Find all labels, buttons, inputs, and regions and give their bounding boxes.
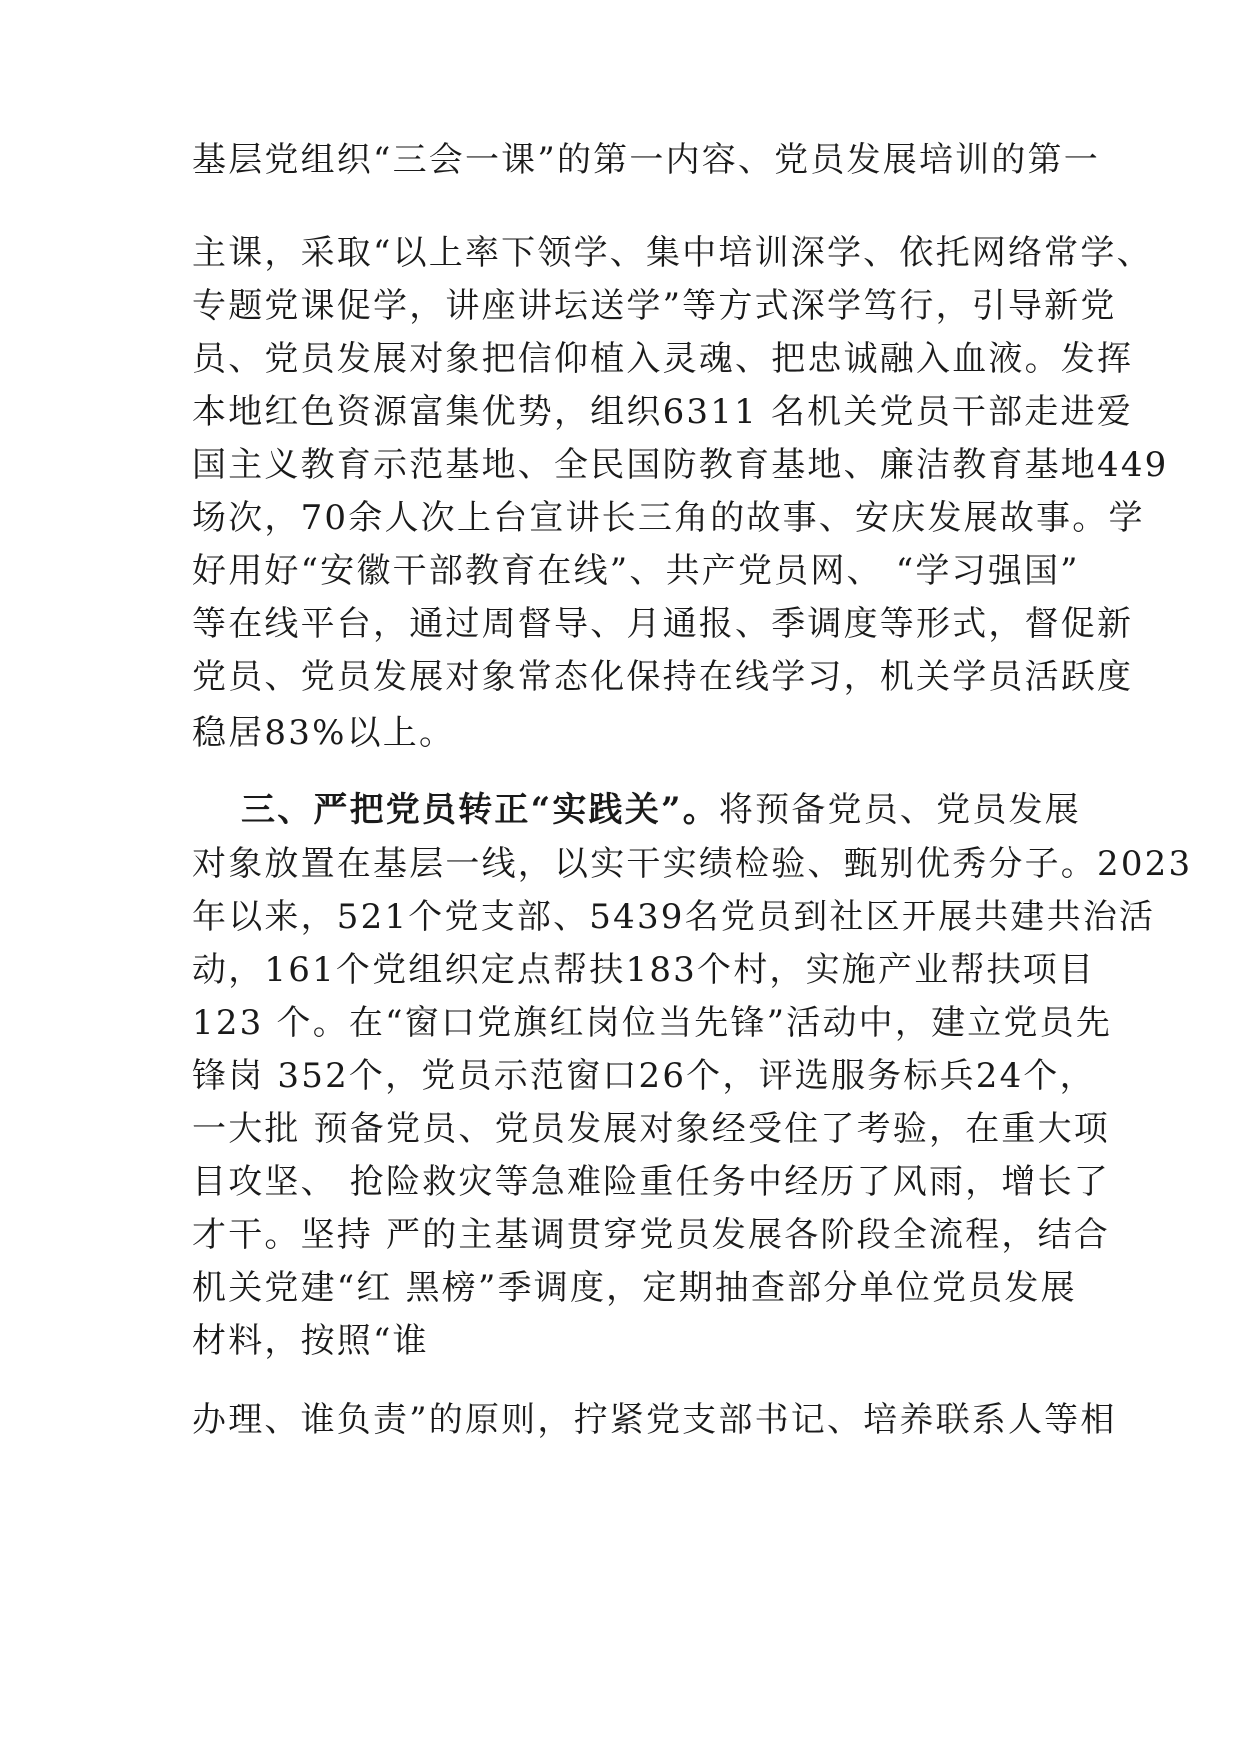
paragraph-line: 一大批 预备党员、党员发展对象经受住了考验，在重大项 — [192, 1109, 1111, 1149]
paragraph-line: 场次，70余人次上台宣讲长三角的故事、安庆发展故事。学 — [192, 498, 1145, 538]
paragraph-line: 党员、党员发展对象常态化保持在线学习，机关学员活跃度 — [192, 657, 1134, 697]
heading-line-rest: 将预备党员、党员发展 — [718, 790, 1081, 830]
paragraph-line: 员、党员发展对象把信仰植入灵魂、把忠诚融入血液。发挥 — [192, 339, 1134, 379]
paragraph-line: 专题党课促学，讲座讲坛送学”等方式深学笃行，引导新党 — [192, 286, 1117, 326]
paragraph-line: 机关党建“红 黑榜”季调度，定期抽查部分单位党员发展 — [192, 1268, 1077, 1308]
paragraph-line: 本地红色资源富集优势，组织6311 名机关党员干部走进爱 — [192, 392, 1133, 432]
paragraph-line: 好用好“安徽干部教育在线”、共产党员网、 “学习强国” — [192, 551, 1080, 591]
paragraph-line: 稳居83%以上。 — [192, 713, 456, 753]
paragraph-line: 目攻坚、 抢险救灾等急难险重任务中经历了风雨，增长了 — [192, 1162, 1111, 1202]
paragraph-line: 123 个。在“窗口党旗红岗位当先锋”活动中，建立党员先 — [192, 1003, 1113, 1043]
paragraph-line: 等在线平台，通过周督导、月通报、季调度等形式，督促新 — [192, 604, 1134, 644]
paragraph-line: 国主义教育示范基地、全民国防教育基地、廉洁教育基地449 — [192, 445, 1169, 485]
paragraph-line: 基层党组织“三会一课”的第一内容、党员发展培训的第一 — [192, 140, 1100, 180]
section-heading: 三、严把党员转正“实践关”。 — [241, 790, 719, 830]
paragraph-line: 锋岗 352个，党员示范窗口26个，评选服务标兵24个， — [192, 1056, 1096, 1096]
paragraph-line: 才干。坚持 严的主基调贯穿党员发展各阶段全流程，结合 — [192, 1215, 1111, 1255]
paragraph-line: 对象放置在基层一线，以实干实绩检验、甄别优秀分子。2023 — [192, 844, 1193, 884]
paragraph-first-line — [241, 790, 1121, 830]
paragraph-line: 主课，采取“以上率下领学、集中培训深学、依托网络常学、 — [192, 233, 1153, 273]
paragraph-line: 材料，按照“谁 — [192, 1321, 429, 1361]
paragraph-line: 动，161个党组织定点帮扶183个村，实施产业帮扶项目 — [192, 950, 1096, 990]
paragraph-line: 年以来，521个党支部、5439名党员到社区开展共建共治活 — [192, 897, 1156, 937]
paragraph-line: 办理、谁负责”的原则，拧紧党支部书记、培养联系人等相 — [192, 1400, 1117, 1440]
